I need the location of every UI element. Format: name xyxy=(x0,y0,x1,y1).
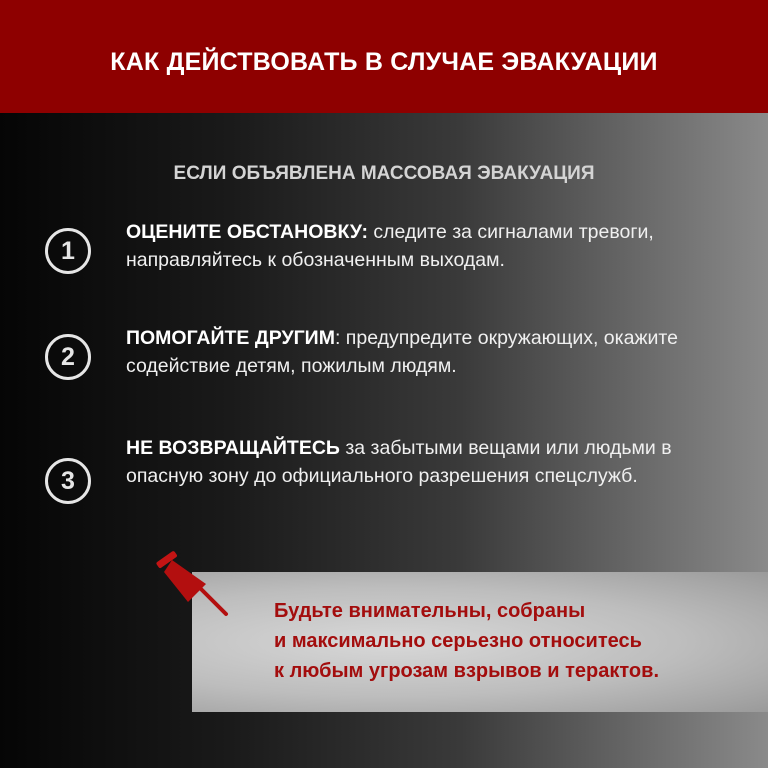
notice-line: Будьте внимательны, собраны xyxy=(274,600,586,622)
notice-line: и максимально серьезно относитесь xyxy=(274,630,642,652)
step-number-circle: 1 xyxy=(45,228,91,274)
notice-line: к любым угрозам взрывов и терактов. xyxy=(274,660,659,682)
notice-panel xyxy=(192,572,768,712)
step-description: следите за сигналами тревоги, направляйтесь к обозначенным выходам. xyxy=(126,221,654,271)
step-title: ОЦЕНИТЕ ОБСТАНОВКУ: xyxy=(126,221,368,243)
step-3 xyxy=(45,434,736,504)
pushpin-icon xyxy=(150,550,240,620)
step-description: : предупредите окружающих, окажите содействие детям, пожилым людям. xyxy=(126,327,678,377)
step-text xyxy=(126,434,736,490)
page-title: КАК ДЕЙСТВОВАТЬ В СЛУЧАЕ ЭВАКУАЦИИ xyxy=(110,48,658,76)
step-title: НЕ ВОЗВРАЩАЙТЕСЬ xyxy=(126,437,340,459)
section-subtitle: ЕСЛИ ОБЪЯВЛЕНА МАССОВАЯ ЭВАКУАЦИЯ xyxy=(173,163,595,184)
notice-text xyxy=(274,596,659,686)
step-description: за забытыми вещами или людьми в опасную зону до официального разрешения спецслужб. xyxy=(126,437,672,487)
step-1 xyxy=(45,218,736,274)
step-number-circle: 3 xyxy=(45,458,91,504)
step-text xyxy=(126,324,736,380)
step-2 xyxy=(45,324,736,380)
step-text xyxy=(126,218,736,274)
step-title: ПОМОГАЙТЕ ДРУГИМ xyxy=(126,327,335,349)
step-number-circle: 2 xyxy=(45,334,91,380)
header-banner xyxy=(0,0,768,113)
